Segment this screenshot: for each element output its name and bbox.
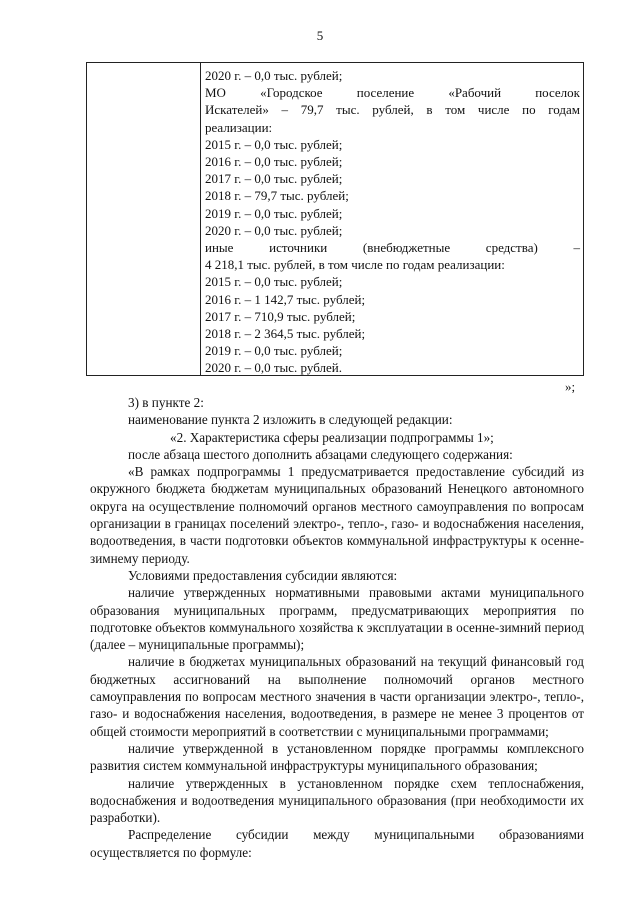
table-line: 2019 г. – 0,0 тыс. рублей;	[205, 343, 343, 359]
table-line: 2016 г. – 1 142,7 тыс. рублей;	[205, 291, 366, 307]
table-line: Искателей» – 79,7 тыс. рублей, в том числе по годам	[205, 102, 580, 118]
table-line: 2017 г. – 710,9 тыс. рублей;	[205, 308, 356, 324]
page-number: 5	[316, 28, 324, 43]
table-line: реализации:	[205, 119, 273, 135]
table-line: иные источники (внебюджетные средства) –	[205, 240, 580, 256]
table-line: 2016 г. – 0,0 тыс. рублей;	[205, 154, 343, 170]
table-line: МО «Городское поселение «Рабочий поселок	[205, 85, 580, 101]
table-line: 2015 г. – 0,0 тыс. рублей;	[205, 274, 343, 290]
paragraph: наличие утвержденных нормативными правовыми актами муниципального образования муниципальных программ, предусматривающих мероприятия по подготовке объектов коммунального хозяйства к эксплуатации в осенне-зимний период (далее – муниципальные программы);	[90, 585, 584, 653]
table-line: 2019 г. – 0,0 тыс. рублей;	[205, 205, 343, 221]
paragraph: после абзаца шестого дополнить абзацами следующего содержания:	[128, 446, 513, 462]
paragraph: 3) в пункте 2:	[128, 395, 204, 410]
paragraph: Распределение субсидии между муниципальными образованиями осуществляется по формуле:	[90, 827, 584, 860]
paragraph: наличие утвержденных в установленном порядке схем теплоснабжения, водоснабжения и водоотведения муниципального образования (при необходимости их разработки).	[90, 775, 584, 826]
paragraph: «В рамках подпрограммы 1 предусматривается предоставление субсидий из окружного бюджета бюджетам муниципальных образований Ненецкого автономного округа на осуществление полномочий органов местного самоуправления по вопросам организации в границах поселений электро-, тепло-, газо- и водоснабжения населения, водоотведения, в части подготовки объектов коммунальной инфраструктуры к осенне-зимнему периоду.	[90, 464, 584, 566]
table-line: 2020 г. – 0,0 тыс. рублей.	[205, 360, 342, 376]
paragraph: наличие утвержденной в установленном порядке программы комплексного развития систем коммунальной инфраструктуры муниципального образования;	[90, 740, 584, 774]
table-line: 2015 г. – 0,0 тыс. рублей;	[205, 136, 343, 152]
table-line: 2017 г. – 0,0 тыс. рублей;	[205, 171, 343, 187]
document-body	[90, 394, 584, 861]
table-line: 4 218,1 тыс. рублей, в том числе по годам реализации:	[205, 257, 505, 273]
table-column-divider	[200, 63, 201, 375]
paragraph: «2. Характеристика сферы реализации подпрограммы 1»;	[170, 429, 494, 445]
table-line: 2018 г. – 79,7 тыс. рублей;	[205, 188, 349, 204]
table-line: 2020 г. – 0,0 тыс. рублей;	[205, 222, 343, 238]
table-line: 2020 г. – 0,0 тыс. рублей;	[205, 68, 343, 83]
paragraph: наличие в бюджетах муниципальных образований на текущий финансовый год бюджетных ассигнований на выполнение полномочий органов местного самоуправления по вопросам местного значения в части организации электро-, тепло-, газо- и водоснабжения населения, водоотведения, в размере не менее 3 процентов от общей стоимости мероприятий в соответствии с муниципальными программами;	[90, 654, 584, 739]
closing-quote: »;	[565, 379, 576, 394]
funding-table	[86, 62, 584, 376]
paragraph: наименование пункта 2 изложить в следующей редакции:	[128, 412, 453, 428]
table-line: 2018 г. – 2 364,5 тыс. рублей;	[205, 326, 366, 342]
table-funding-cell	[205, 67, 580, 377]
paragraph: Условиями предоставления субсидии являются:	[128, 567, 398, 583]
